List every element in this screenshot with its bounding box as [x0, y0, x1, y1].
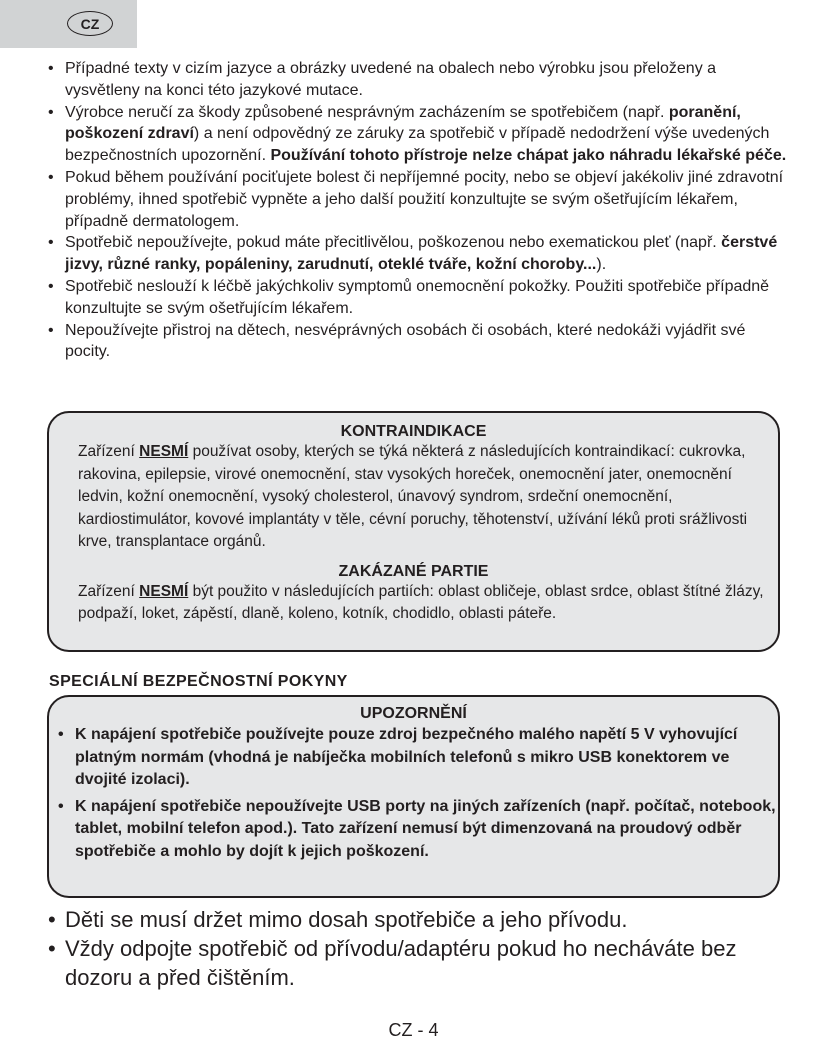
forbidden-areas-text — [49, 581, 778, 626]
intro-bullet — [47, 320, 787, 364]
forbidden-areas-prefix: Zařízení — [78, 582, 140, 600]
bold-text: poranění, poškození zdraví — [65, 103, 741, 143]
bottom-bullet: • Děti se musí držet mimo dosah spotřebiče a jeho přívodu. — [47, 905, 787, 934]
text: ) a není odpovědný ze záruky za spotřebič v případě nedodržení výše uvedených bezpečnostních upozornění. — [65, 125, 770, 165]
intro-bullet — [47, 58, 787, 102]
warning-bullet: • K napájení spotřebiče nepoužívejte USB porty na jiných zařízeních (např. počítač, notebook, tablet, mobilní telefon apod.). Tato zařízení nemusí být dimenzovaná na proudový odběr spotřebiče a mohlo by dojít k jejich poškození. — [49, 796, 778, 864]
text: ). — [596, 256, 607, 274]
contraindications-emphasis: NESMÍ — [139, 443, 189, 460]
page-number: CZ - 4 — [388, 1020, 439, 1040]
contraindications-title: KONTRAINDIKACE — [340, 423, 487, 440]
forbidden-areas-body: být použito v následujících partiích: oblast obličeje, oblast srdce, oblast štítné žlázy, podpaží, loket, zápěstí, dlaně, koleno, kotník, chodidlo, oblasti páteře. — [78, 582, 764, 622]
contraindications-body: používat osoby, kterých se týká některá z následujících kontraindikací: cukrovka, rakovina, epilepsie, virové onemocnění, stav vysokých horeček, onemocnění jater, onemocnění ledvin, kožní onemocnění, vysoký cholesterol, únavový syndrom, srdeční onemocnění, kardiostimulátor, kovové implantáty v těle, cévní poruchy, těhotenství, užívání léků proti srážlivosti krve, transplantace orgánů. — [78, 443, 748, 550]
intro-bullet — [47, 276, 787, 320]
warning-title: UPOZORNĚNÍ — [360, 705, 467, 722]
warning-bullet-list — [49, 724, 778, 863]
language-tab — [0, 0, 137, 48]
intro-bullet — [47, 102, 787, 167]
intro-bullet — [47, 167, 787, 232]
text: Výrobce neručí za škody způsobené nesprávným zacházením se spotřebičem (např. — [65, 103, 669, 121]
warning-bullet: • K napájení spotřebiče používejte pouze zdroj bezpečného malého napětí 5 V vyhovující platným normám (vhodná je nabíječka mobilních telefonů s mikro USB konektorem ve dvojité izolaci). — [49, 724, 778, 792]
forbidden-areas-emphasis: NESMÍ — [139, 582, 189, 600]
text: Spotřebič nepoužívejte, pokud máte přecitlivělou, poškozenou nebo exematickou pleť (např. — [65, 234, 722, 252]
bold-text: Používání tohoto přístroje nelze chápat jako náhradu lékařské péče. — [270, 147, 787, 165]
text: Pokud během používání pociťujete bolest či nepříjemné pocity, nebo se objeví jakékoliv jiné zdravotní problémy, ihned spotřebič vypněte a jeho další použití konzultujte se svým ošetřujícím lékařem, případně dermatologem. — [65, 168, 784, 230]
text: Případné texty v cizím jazyce a obrázky uvedené na obalech nebo výrobku jsou přeloženy a vysvětleny na konci této jazykové mutace. — [65, 60, 717, 99]
contraindications-text — [49, 441, 778, 554]
special-safety-heading: SPECIÁLNÍ BEZPEČNOSTNÍ POKYNY — [49, 673, 348, 690]
bottom-bullet-list — [47, 905, 787, 992]
intro-bullet-list — [47, 58, 787, 363]
text: Spotřebič neslouží k léčbě jakýchkoliv symptomů onemocnění pokožky. Použiti spotřebiče případně konzultujte se svým ošetřujícím lékařem. — [65, 277, 770, 317]
text: Nepoužívejte přistroj na dětech, nesvéprávných osobách či osobách, které nedokáži vyjádřit své pocity. — [65, 321, 746, 361]
contraindications-prefix: Zařízení — [78, 443, 140, 460]
contraindications-box — [47, 411, 780, 652]
bottom-bullet: • Vždy odpojte spotřebič od přívodu/adaptéru pokud ho necháváte bez dozoru a před čištěním. — [47, 934, 787, 992]
intro-bullet — [47, 232, 787, 276]
warning-box — [47, 695, 780, 898]
forbidden-areas-title: ZAKÁZANÉ PARTIE — [338, 562, 489, 580]
language-badge: CZ — [67, 11, 113, 36]
bold-text: čerstvé jizvy, různé ranky, popáleniny, zarudnutí, oteklé tváře, kožní choroby... — [65, 234, 778, 274]
